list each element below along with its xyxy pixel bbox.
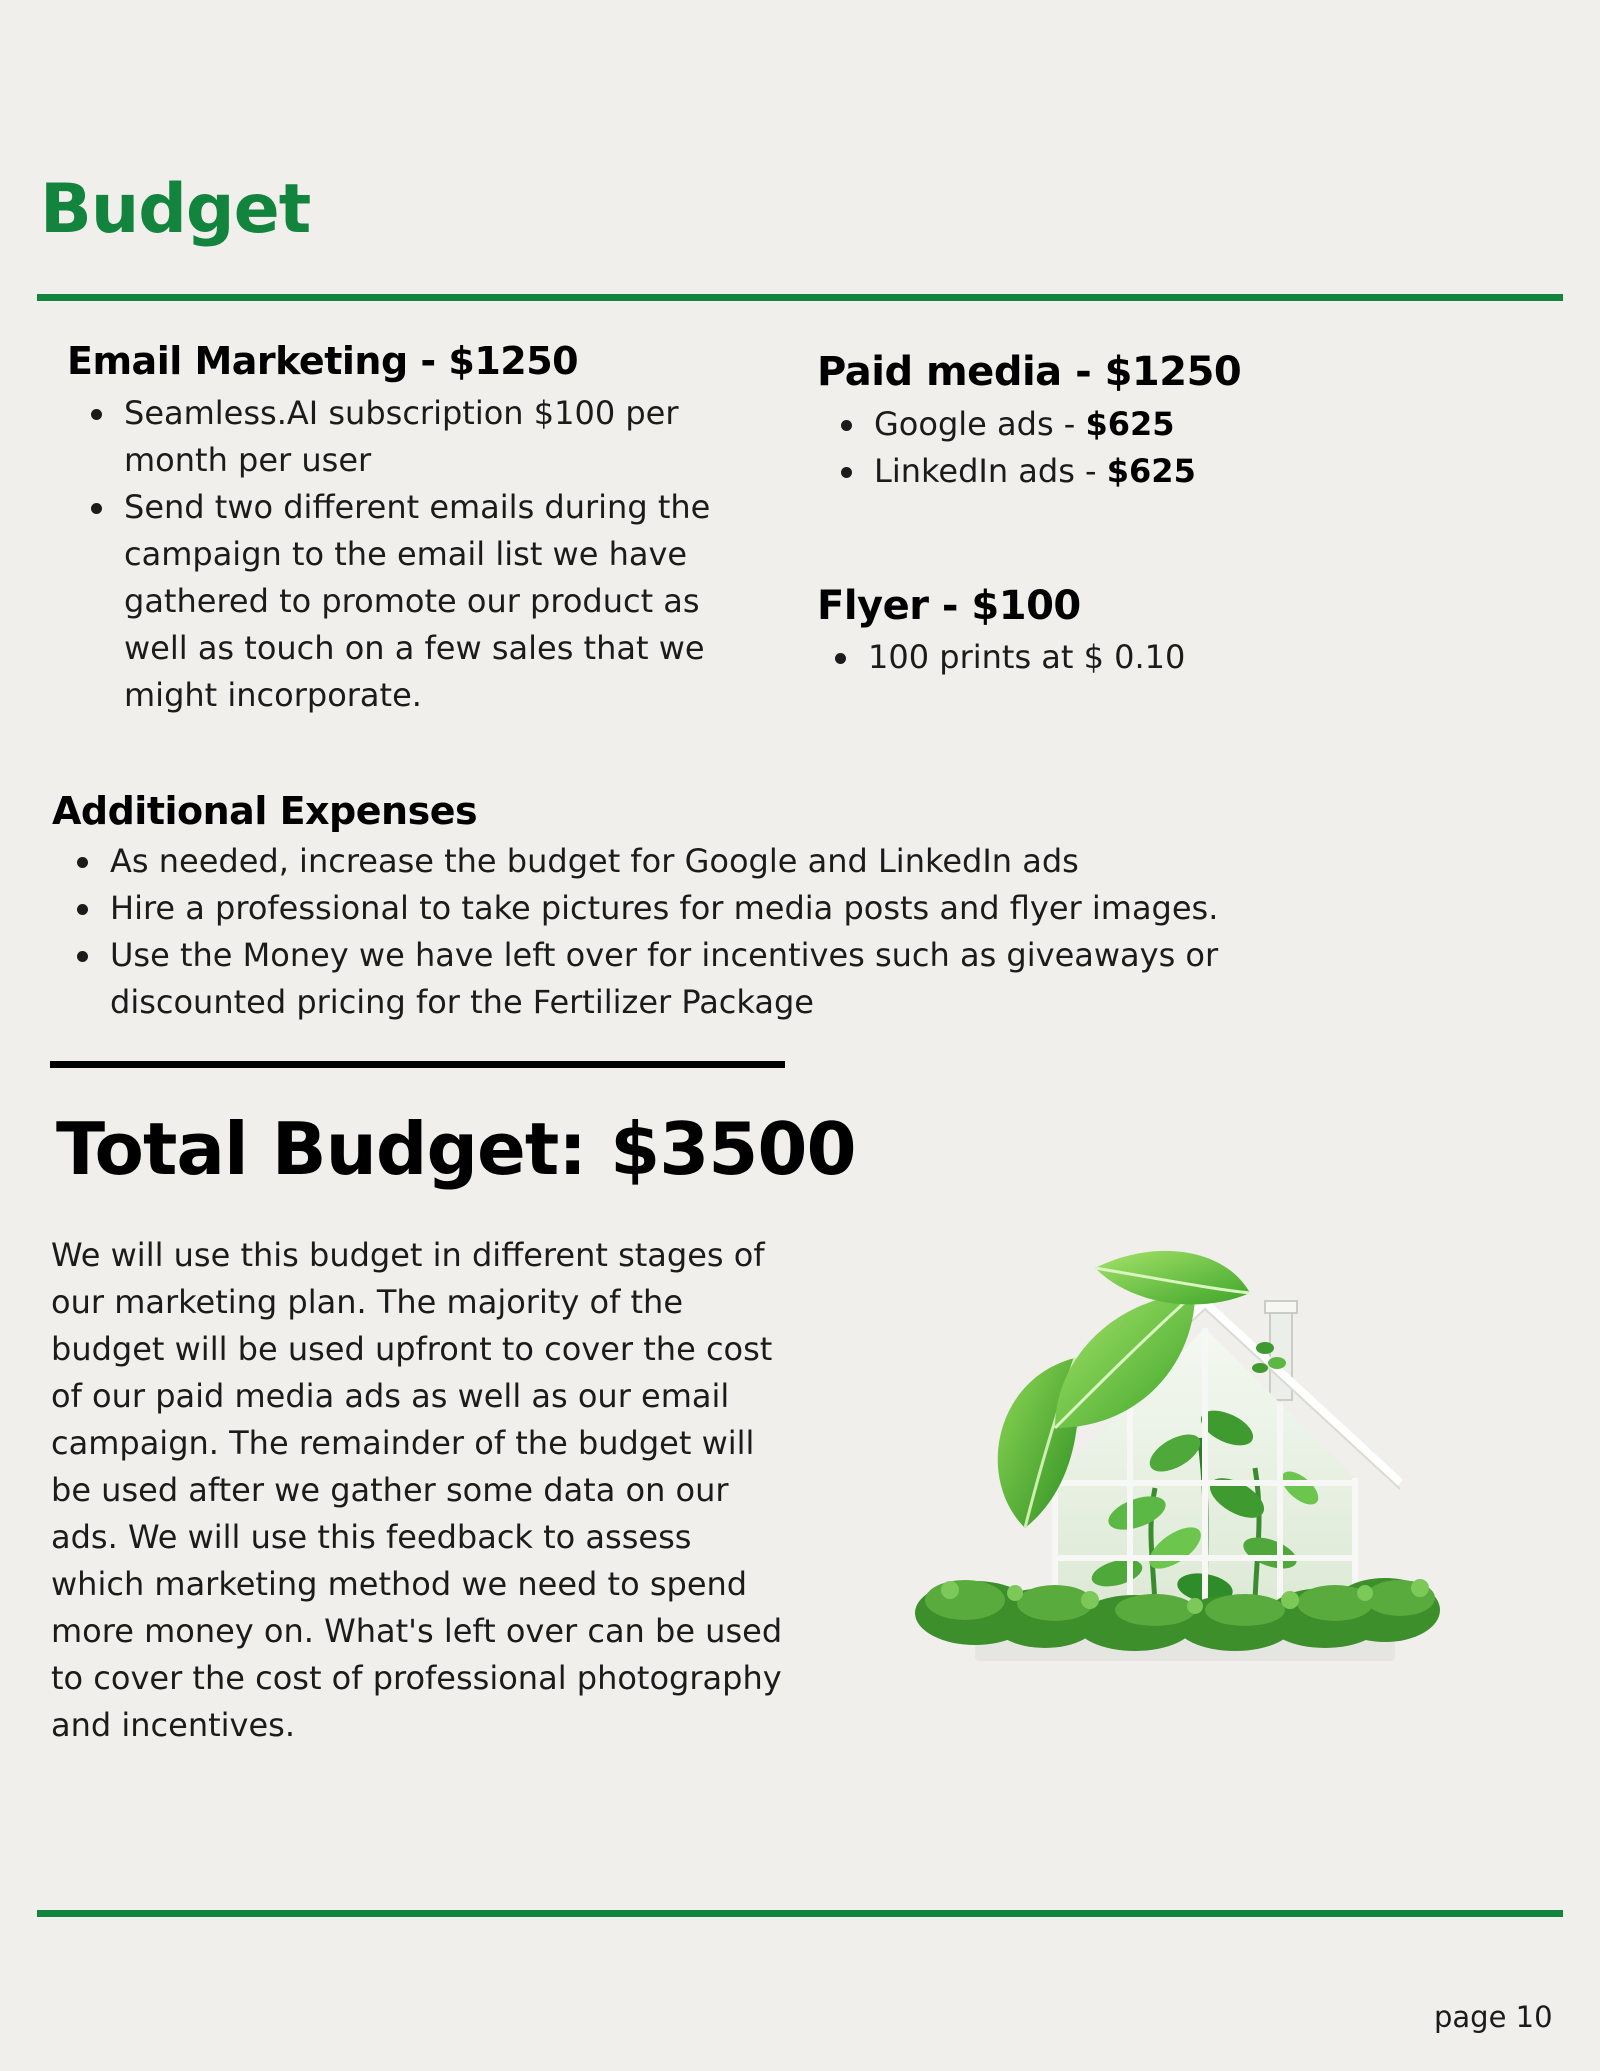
additional-expenses-list xyxy=(110,838,1290,1026)
item-amount: $625 xyxy=(1085,405,1175,443)
list-item: As needed, increase the budget for Google and LinkedIn ads xyxy=(110,838,1290,885)
email-marketing-heading: Email Marketing - $1250 xyxy=(67,339,579,383)
list-item: Hire a professional to take pictures for media posts and flyer images. xyxy=(110,885,1290,932)
flyer-list xyxy=(868,634,1368,681)
list-item: Seamless.AI subscription $100 per month per user xyxy=(124,390,744,484)
flyer-heading: Flyer - $100 xyxy=(817,583,1081,629)
page-title: Budget xyxy=(40,170,311,249)
item-amount: $625 xyxy=(1106,452,1196,490)
total-budget: Total Budget: $3500 xyxy=(56,1107,856,1191)
list-item: Use the Money we have left over for incentives such as giveaways or discounted pricing for the Fertilizer Package xyxy=(110,932,1290,1026)
greenhouse-house-icon xyxy=(905,1238,1445,1678)
list-item xyxy=(874,401,1374,448)
item-label: Google ads - xyxy=(874,405,1086,443)
item-label: LinkedIn ads - xyxy=(874,452,1107,490)
list-item: Send two different emails during the campaign to the email list we have gathered to promote our product as well as touch on a few sales that we might incorporate. xyxy=(124,484,744,719)
paid-media-heading: Paid media - $1250 xyxy=(817,349,1242,395)
email-marketing-list xyxy=(124,390,744,719)
budget-description: We will use this budget in different stages of our marketing plan. The majority of the budget will be used upfront to cover the cost of our paid media ads as well as our email campaign. The remainder of the budget will be used after we gather some data on our ads. We will use this feedback to assess which marketing method we need to spend more money on. What's left over can be used to cover the cost of professional photography and incentives. xyxy=(51,1236,783,1744)
total-divider xyxy=(50,1061,785,1068)
paid-media-list xyxy=(874,401,1374,495)
top-divider xyxy=(37,294,1563,301)
list-item xyxy=(874,448,1374,495)
bottom-divider xyxy=(37,1910,1563,1917)
additional-expenses-heading: Additional Expenses xyxy=(52,789,478,833)
list-item: 100 prints at $ 0.10 xyxy=(868,634,1368,681)
page-number: page 10 xyxy=(1434,2000,1553,2034)
